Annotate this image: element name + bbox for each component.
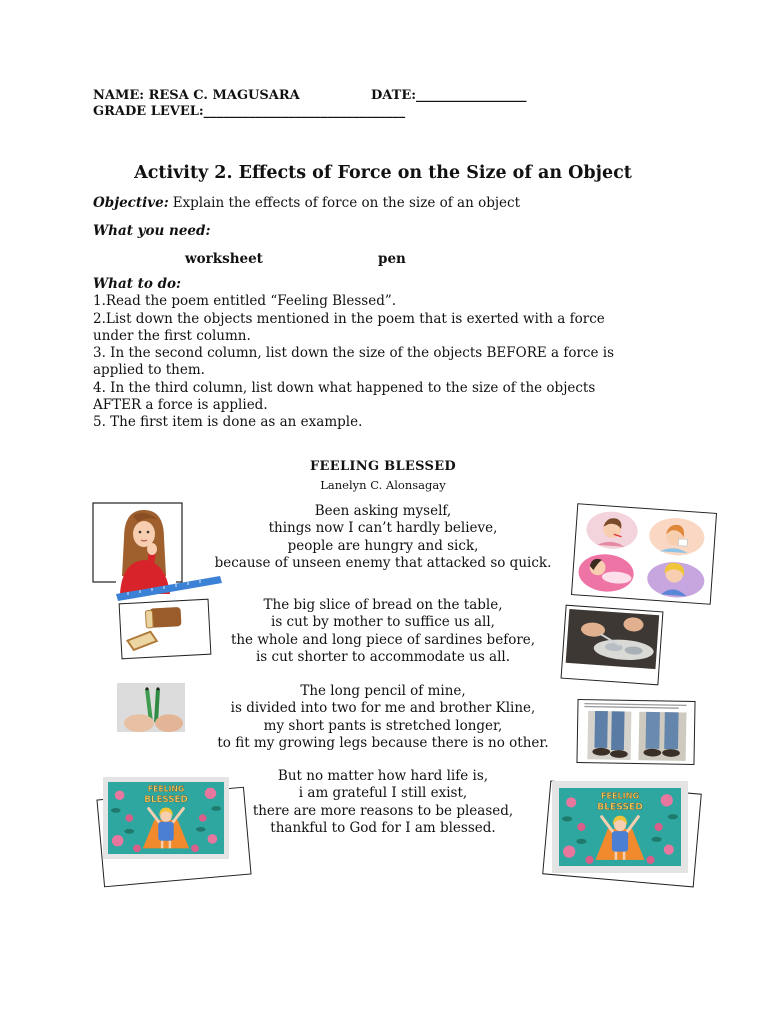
instruction-line: applied to them. [93, 362, 205, 379]
poem-line: But no matter how hard life is, [277, 768, 489, 784]
student-name: NAME: RESA C. MAGUSARA [93, 88, 300, 103]
poem-line: my short pants is stretched longer, [263, 717, 503, 734]
poem-stanza-1 [0, 503, 766, 572]
material-item: worksheet [185, 251, 263, 267]
poem-line: i am grateful I still exist, [298, 785, 468, 802]
instruction-line: under the first column. [93, 327, 251, 344]
poem-line: there are more reasons to be pleased, [252, 802, 514, 819]
material-item: pen [378, 251, 406, 267]
instruction-line: 5. The first item is done as an example. [93, 414, 363, 430]
instructions-label: What to do: [93, 276, 182, 292]
objective-text: Explain the effects of force on the size of an object [172, 195, 521, 211]
poem-line: The big slice of bread on the table, [263, 597, 503, 613]
grade-level-field: GRADE LEVEL:_______________________________ [93, 104, 406, 119]
poem-author: Lanelyn C. Alonsagay [320, 478, 446, 492]
instruction-line: 1.Read the poem entitled “Feeling Blessed”. [93, 293, 397, 310]
poem-line: is divided into two for me and brother Kline, [230, 700, 536, 717]
materials-label: What you need: [93, 223, 211, 239]
instruction-line: AFTER a force is applied. [93, 396, 268, 413]
poem-line: Been asking myself, [314, 503, 452, 519]
objective-label: Objective: [93, 195, 169, 211]
poem-stanza-3 [0, 683, 766, 752]
date-field: DATE:_________________ [371, 88, 527, 103]
poem-line: because of unseen enemy that attacked so quick. [214, 554, 552, 571]
objective [93, 194, 520, 212]
poem-line: things now I can’t hardly believe, [268, 520, 498, 537]
instruction-line: 2.List down the objects mentioned in the poem that is exerted with a force [93, 310, 605, 327]
instructions [93, 276, 614, 431]
poem-line: thankful to God for I am blessed. [270, 819, 496, 836]
activity-title: Activity 2. Effects of Force on the Size of an Object [134, 163, 632, 183]
card-lettering-bottom: BLESSED [144, 794, 188, 805]
instruction-line: 3. In the second column, list down the size of the objects BEFORE a force is [93, 345, 615, 361]
poem-line: the whole and long piece of sardines before, [230, 631, 536, 648]
poem-line: is cut by mother to suffice us all, [271, 614, 495, 631]
poem-line: is cut shorter to accommodate us all. [255, 648, 511, 665]
card-lettering-bottom: BLESSED [597, 801, 643, 813]
poem-line: to fit my growing legs because there is no other. [217, 734, 549, 751]
poem-line: people are hungry and sick, [287, 537, 479, 554]
poem-title: FEELING BLESSED [310, 459, 456, 474]
poem-stanza-4 [0, 768, 766, 837]
poem-line: The long pencil of mine, [300, 683, 466, 699]
poem-stanza-2 [0, 597, 766, 666]
card-lettering-top: FEELING [600, 790, 640, 801]
instruction-line: 4. In the third column, list down what happened to the size of the objects [93, 379, 596, 396]
card-lettering-top: FEELING [147, 784, 185, 794]
